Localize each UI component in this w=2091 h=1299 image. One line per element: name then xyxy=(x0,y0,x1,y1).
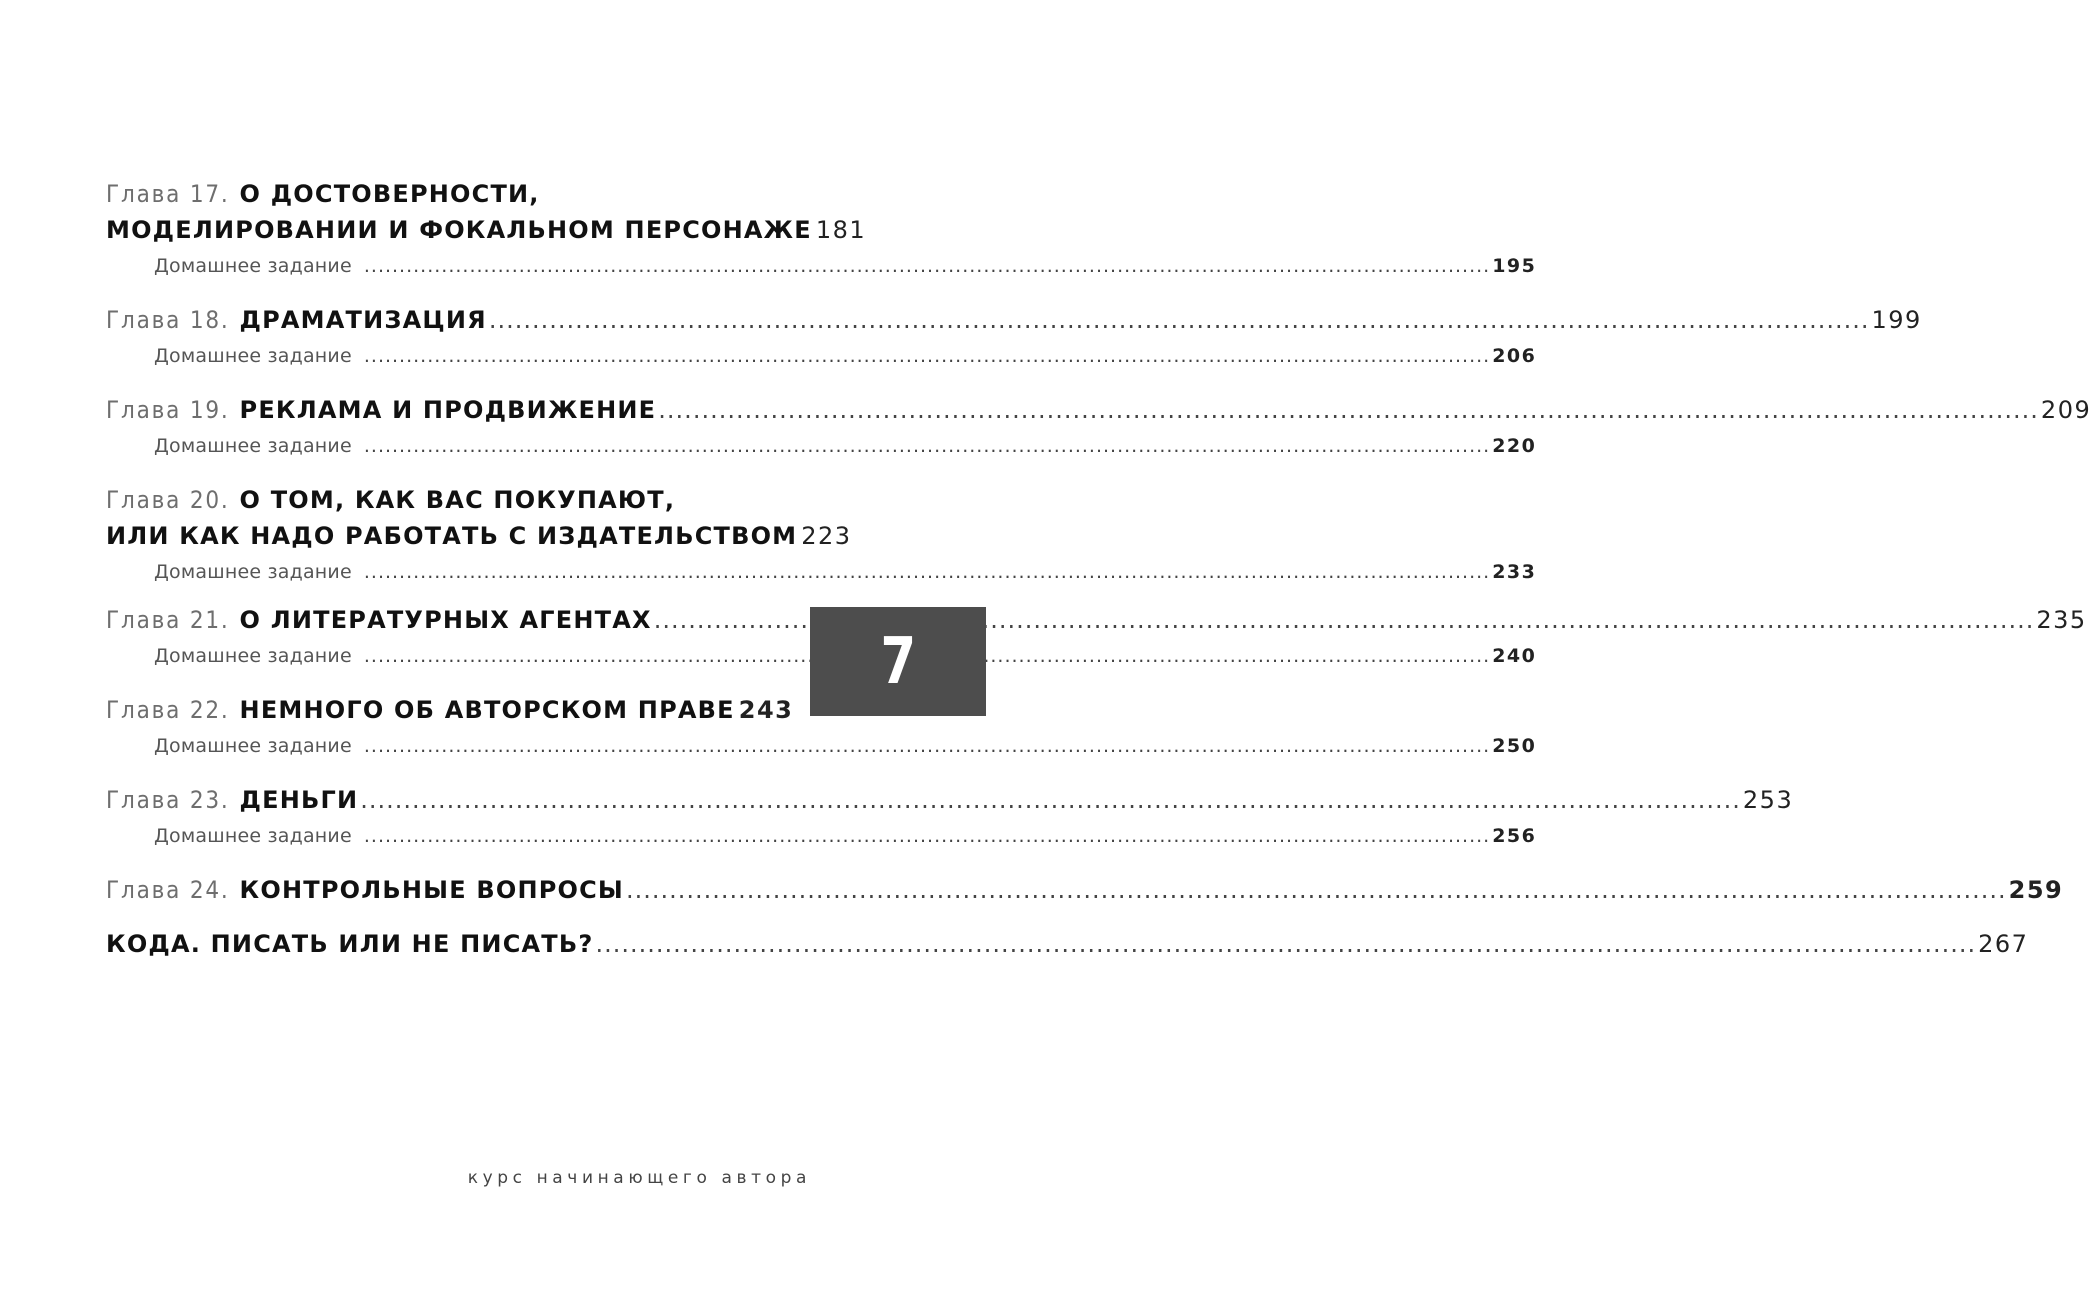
chapter-number: Глава 18. xyxy=(106,306,230,334)
chapter-number: Глава 20. xyxy=(106,486,230,514)
page-number: 223 xyxy=(801,522,852,550)
leader-dots xyxy=(364,728,1490,764)
homework-label: Домашнее задание xyxy=(154,255,352,277)
chapter-title: О ТОМ, КАК ВАС ПОКУПАЮТ, xyxy=(239,486,676,514)
page-number: 199 xyxy=(1871,306,1922,334)
chapter-title: КОНТРОЛЬНЫЕ ВОПРОСЫ xyxy=(239,876,624,904)
running-footer: курс начинающего автора xyxy=(467,1168,811,1188)
leader-dots xyxy=(360,782,1741,818)
section-tab xyxy=(810,607,986,716)
section-tab-number: 7 xyxy=(880,624,916,699)
toc-line xyxy=(106,176,792,212)
chapter-number: Глава 24. xyxy=(106,876,230,904)
toc-homework-ch20[interactable] xyxy=(106,554,1537,590)
toc-homework-ch21[interactable] xyxy=(106,638,1537,674)
toc-entry-ch19[interactable] xyxy=(106,392,2091,428)
chapter-title: РЕКЛАМА И ПРОДВИЖЕНИЕ xyxy=(239,396,657,424)
page-number: 267 xyxy=(1978,930,2029,958)
page-number: 220 xyxy=(1492,435,1537,457)
table-of-contents xyxy=(106,176,2091,962)
page-number: 209 xyxy=(2040,396,2091,424)
toc-entry-ch23[interactable] xyxy=(106,782,1794,818)
leader-dots xyxy=(658,392,2039,428)
page-number: 233 xyxy=(1492,561,1537,583)
leader-dots xyxy=(364,338,1490,374)
page-number: 243 xyxy=(738,696,794,724)
page-number: 253 xyxy=(1742,786,1794,814)
leader-dots xyxy=(364,818,1490,854)
homework-label: Домашнее задание xyxy=(154,825,352,847)
page-number: 256 xyxy=(1492,825,1537,847)
homework-label: Домашнее задание xyxy=(154,435,352,457)
page-number: 206 xyxy=(1492,345,1537,367)
chapter-number: Глава 22. xyxy=(106,696,230,724)
toc-entry-ch24[interactable] xyxy=(106,872,2064,908)
chapter-title-continued: МОДЕЛИРОВАНИИ И ФОКАЛЬНОМ ПЕРСОНАЖЕ xyxy=(106,216,812,244)
leader-dots xyxy=(595,926,1976,962)
toc-homework-ch23[interactable] xyxy=(106,818,1537,854)
homework-label: Домашнее задание xyxy=(154,345,352,367)
toc-homework-ch17[interactable] xyxy=(106,248,1537,284)
page-number: 250 xyxy=(1492,735,1537,757)
page-number: 235 xyxy=(2036,606,2087,634)
leader-dots xyxy=(364,554,1490,590)
page-number: 195 xyxy=(1492,255,1537,277)
toc-entry-coda[interactable] xyxy=(106,926,2029,962)
toc-entry-ch18[interactable] xyxy=(106,302,1922,338)
homework-label: Домашнее задание xyxy=(154,735,352,757)
homework-label: Домашнее задание xyxy=(154,561,352,583)
chapter-title: ДЕНЬГИ xyxy=(239,786,359,814)
chapter-title: НЕМНОГО ОБ АВТОРСКОМ ПРАВЕ xyxy=(239,696,735,724)
chapter-number: Глава 19. xyxy=(106,396,230,424)
leader-dots xyxy=(364,248,1490,284)
toc-line xyxy=(106,482,792,518)
toc-line xyxy=(106,518,852,554)
page-number: 181 xyxy=(815,216,867,244)
toc-entry-ch21[interactable] xyxy=(106,602,2087,638)
toc-homework-ch19[interactable] xyxy=(106,428,1537,464)
toc-homework-ch18[interactable] xyxy=(106,338,1537,374)
page-number: 240 xyxy=(1492,645,1537,667)
chapter-title: О ЛИТЕРАТУРНЫХ АГЕНТАХ xyxy=(239,606,652,634)
homework-label: Домашнее задание xyxy=(154,645,352,667)
chapter-number: Глава 17. xyxy=(106,180,230,208)
leader-dots xyxy=(489,302,1870,338)
chapter-title: ДРАМАТИЗАЦИЯ xyxy=(239,306,487,334)
toc-entry-ch17[interactable] xyxy=(106,176,867,248)
toc-homework-ch22[interactable] xyxy=(106,728,1537,764)
chapter-title: О ДОСТОВЕРНОСТИ, xyxy=(239,180,540,208)
chapter-number: Глава 23. xyxy=(106,786,230,814)
toc-entry-ch20[interactable] xyxy=(106,482,852,554)
toc-entry-ch22[interactable] xyxy=(106,692,792,728)
leader-dots xyxy=(626,872,2007,908)
toc-line xyxy=(106,212,867,248)
page-number: 259 xyxy=(2008,876,2064,904)
coda-title: КОДА. ПИСАТЬ ИЛИ НЕ ПИСАТЬ? xyxy=(106,930,594,958)
chapter-title-continued: ИЛИ КАК НАДО РАБОТАТЬ С ИЗДАТЕЛЬСТВОМ xyxy=(106,522,798,550)
chapter-number: Глава 21. xyxy=(106,606,230,634)
leader-dots xyxy=(364,428,1490,464)
